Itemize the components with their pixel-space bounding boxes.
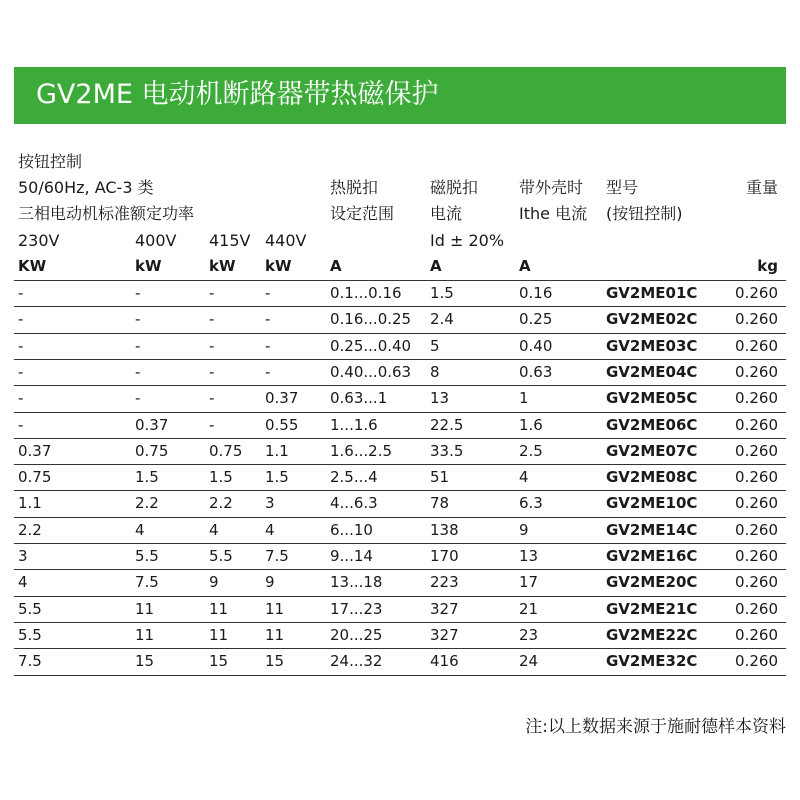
header-voltage-230: 230V: [18, 231, 60, 250]
table-cell-weight: 0.260: [735, 573, 778, 592]
table-cell-weight: 0.260: [735, 625, 778, 644]
table-cell-ith: 0.63: [519, 362, 553, 381]
table-cell-ith: 21: [519, 599, 539, 618]
table-cell-p230: 0.37: [18, 441, 52, 460]
table-cell-p440: 4: [265, 520, 275, 539]
header-model-2: (按钮控制): [606, 204, 683, 223]
unit-440: kW: [265, 257, 292, 275]
table-cell-p230: 4: [18, 573, 28, 592]
row-separator: [14, 464, 786, 465]
table-cell-thermal: 1...1.6: [330, 415, 378, 434]
table-cell-thermal: 0.1...0.16: [330, 284, 402, 302]
table-cell-ith: 1: [519, 389, 529, 408]
row-separator: [14, 333, 786, 334]
table-cell-p230: 5.5: [18, 599, 42, 618]
table-cell-p230: -: [18, 284, 24, 302]
table-cell-p415: 0.75: [209, 441, 243, 460]
table-cell-ith: 13: [519, 547, 539, 565]
table-cell-ith: 9: [519, 520, 529, 539]
table-cell-weight: 0.260: [735, 284, 778, 302]
table-cell-model: GV2ME10C: [606, 494, 698, 513]
table-cell-thermal: 9...14: [330, 547, 373, 565]
table-cell-p400: 2.2: [135, 494, 159, 513]
table-cell-mag: 223: [430, 573, 459, 592]
table-cell-mag: 170: [430, 547, 459, 565]
row-separator: [14, 622, 786, 623]
table-cell-weight: 0.260: [735, 468, 778, 487]
table-cell-weight: 0.260: [735, 520, 778, 539]
table-cell-mag: 5: [430, 336, 440, 355]
table-cell-p415: -: [209, 415, 215, 434]
row-separator: [14, 675, 786, 676]
table-cell-ith: 0.25: [519, 310, 553, 329]
row-separator: [14, 438, 786, 439]
table-cell-p230: 0.75: [18, 468, 52, 487]
table-cell-p230: 3: [18, 547, 28, 565]
table-cell-mag: 327: [430, 599, 459, 618]
table-cell-ith: 0.40: [519, 336, 553, 355]
table-cell-p440: 1.5: [265, 468, 289, 487]
table-cell-ith: 24: [519, 652, 539, 671]
header-magnetic-3: Id ± 20%: [430, 231, 505, 250]
table-cell-p415: -: [209, 310, 215, 329]
table-cell-p230: -: [18, 310, 24, 329]
header-voltage-400: 400V: [135, 231, 177, 250]
table-cell-p440: 15: [265, 652, 285, 671]
table-cell-mag: 2.4: [430, 310, 454, 329]
table-cell-p415: -: [209, 362, 215, 381]
table-cell-p415: 9: [209, 573, 219, 592]
table-cell-p415: -: [209, 336, 215, 355]
table-cell-mag: 8: [430, 362, 440, 381]
table-cell-thermal: 0.63...1: [330, 389, 388, 408]
header-model-1: 型号: [606, 178, 639, 197]
table-cell-p400: -: [135, 336, 141, 355]
table-cell-thermal: 4...6.3: [330, 494, 378, 513]
unit-400: kW: [135, 257, 162, 275]
table-cell-p400: 7.5: [135, 573, 159, 592]
header-frequency: 50/60Hz, AC-3 类: [18, 178, 154, 197]
header-ithe-2: Ithe 电流: [519, 204, 588, 223]
header-thermal-1: 热脱扣: [330, 178, 379, 197]
table-cell-thermal: 24...32: [330, 652, 383, 671]
table-cell-thermal: 20...25: [330, 625, 383, 644]
row-separator: [14, 596, 786, 597]
table-cell-ith: 1.6: [519, 415, 543, 434]
table-cell-model: GV2ME05C: [606, 389, 698, 408]
header-power: 三相电动机标准额定功率: [18, 204, 195, 223]
table-cell-mag: 138: [430, 520, 459, 539]
table-cell-model: GV2ME20C: [606, 573, 698, 592]
table-cell-p400: -: [135, 362, 141, 381]
table-cell-p415: 15: [209, 652, 229, 671]
unit-weight: kg: [757, 257, 778, 275]
table-cell-ith: 2.5: [519, 441, 543, 460]
row-separator: [14, 517, 786, 518]
table-cell-weight: 0.260: [735, 547, 778, 565]
table-cell-p400: 11: [135, 599, 155, 618]
table-cell-p230: -: [18, 389, 24, 408]
table-cell-p400: -: [135, 310, 141, 329]
title-banner: [14, 67, 786, 124]
header-voltage-440: 440V: [265, 231, 307, 250]
footnote: 注:以上数据来源于施耐德样本资料: [525, 717, 786, 737]
table-cell-p400: 15: [135, 652, 155, 671]
table-cell-p230: -: [18, 415, 24, 434]
table-cell-p230: 1.1: [18, 494, 42, 513]
table-cell-weight: 0.260: [735, 441, 778, 460]
table-cell-mag: 1.5: [430, 284, 454, 302]
table-cell-model: GV2ME03C: [606, 336, 698, 355]
row-separator: [14, 306, 786, 307]
table-cell-p415: -: [209, 389, 215, 408]
row-separator: [14, 569, 786, 570]
table-cell-ith: 4: [519, 468, 529, 487]
table-cell-thermal: 0.25...0.40: [330, 336, 412, 355]
table-cell-thermal: 0.16...0.25: [330, 310, 412, 329]
table-cell-p415: 2.2: [209, 494, 233, 513]
row-separator: [14, 543, 786, 544]
table-cell-weight: 0.260: [735, 494, 778, 513]
table-cell-model: GV2ME02C: [606, 310, 698, 329]
table-cell-ith: 23: [519, 625, 539, 644]
header-thermal-2: 设定范围: [330, 204, 395, 223]
row-separator: [14, 412, 786, 413]
table-cell-model: GV2ME22C: [606, 625, 698, 644]
table-cell-weight: 0.260: [735, 652, 778, 671]
table-cell-p440: -: [265, 362, 271, 381]
table-cell-p400: 5.5: [135, 547, 159, 565]
table-cell-mag: 22.5: [430, 415, 464, 434]
table-cell-p400: 0.75: [135, 441, 169, 460]
table-cell-thermal: 13...18: [330, 573, 383, 592]
table-cell-thermal: 6...10: [330, 520, 373, 539]
table-cell-p440: 0.55: [265, 415, 299, 434]
table-cell-p230: -: [18, 336, 24, 355]
table-cell-weight: 0.260: [735, 310, 778, 329]
table-cell-ith: 0.16: [519, 284, 553, 302]
table-cell-thermal: 0.40...0.63: [330, 362, 412, 381]
table-cell-p440: 3: [265, 494, 275, 513]
table-cell-model: GV2ME32C: [606, 652, 698, 671]
table-cell-p400: 1.5: [135, 468, 159, 487]
table-cell-p400: 11: [135, 625, 155, 644]
table-cell-model: GV2ME04C: [606, 362, 698, 381]
table-cell-weight: 0.260: [735, 389, 778, 408]
table-cell-model: GV2ME08C: [606, 468, 698, 487]
table-cell-p440: 11: [265, 625, 285, 644]
table-cell-p440: -: [265, 336, 271, 355]
header-weight: 重量: [745, 178, 778, 197]
row-separator: [14, 648, 786, 649]
table-cell-p230: 7.5: [18, 652, 42, 671]
table-cell-mag: 33.5: [430, 441, 464, 460]
table-cell-p440: -: [265, 310, 271, 329]
table-cell-ith: 6.3: [519, 494, 543, 513]
header-control: 按钮控制: [18, 152, 83, 171]
table-cell-p415: 4: [209, 520, 219, 539]
table-cell-model: GV2ME07C: [606, 441, 698, 460]
table-cell-p440: 0.37: [265, 389, 299, 408]
unit-415: kW: [209, 257, 236, 275]
header-voltage-415: 415V: [209, 231, 251, 250]
table-cell-p440: -: [265, 284, 271, 302]
table-cell-weight: 0.260: [735, 415, 778, 434]
table-cell-weight: 0.260: [735, 336, 778, 355]
table-cell-thermal: 17...23: [330, 599, 383, 618]
table-cell-p230: 2.2: [18, 520, 42, 539]
table-cell-model: GV2ME14C: [606, 520, 698, 539]
table-cell-thermal: 1.6...2.5: [330, 441, 393, 460]
table-cell-p440: 9: [265, 573, 275, 592]
header-magnetic-1: 磁脱扣: [430, 178, 479, 197]
table-cell-mag: 416: [430, 652, 459, 671]
page-title: GV2ME 电动机断路器带热磁保护: [36, 79, 439, 110]
table-cell-p400: 4: [135, 520, 145, 539]
row-separator: [14, 490, 786, 491]
table-cell-p415: 5.5: [209, 547, 233, 565]
table-cell-p415: 1.5: [209, 468, 233, 487]
table-cell-p230: 5.5: [18, 625, 42, 644]
row-separator: [14, 359, 786, 360]
table-cell-mag: 13: [430, 389, 450, 408]
row-separator: [14, 385, 786, 386]
unit-ithe: A: [519, 257, 531, 275]
table-cell-weight: 0.260: [735, 362, 778, 381]
table-cell-p400: -: [135, 284, 141, 302]
header-magnetic-2: 电流: [430, 204, 463, 223]
table-cell-p440: 11: [265, 599, 285, 618]
table-cell-ith: 17: [519, 573, 539, 592]
table-cell-thermal: 2.5...4: [330, 468, 378, 487]
table-cell-p440: 1.1: [265, 441, 289, 460]
table-cell-p400: 0.37: [135, 415, 169, 434]
table-cell-p415: 11: [209, 625, 229, 644]
table-cell-model: GV2ME06C: [606, 415, 698, 434]
table-cell-mag: 327: [430, 625, 459, 644]
table-cell-weight: 0.260: [735, 599, 778, 618]
row-separator: [14, 280, 786, 281]
table-cell-model: GV2ME16C: [606, 547, 698, 565]
table-cell-p440: 7.5: [265, 547, 289, 565]
header-ithe-1: 带外壳时: [519, 178, 584, 197]
unit-230: KW: [18, 257, 47, 275]
table-cell-mag: 78: [430, 494, 450, 513]
table-cell-p230: -: [18, 362, 24, 381]
table-cell-mag: 51: [430, 468, 450, 487]
table-cell-p400: -: [135, 389, 141, 408]
table-cell-p415: -: [209, 284, 215, 302]
table-cell-p415: 11: [209, 599, 229, 618]
unit-magnetic: A: [430, 257, 442, 275]
table-cell-model: GV2ME21C: [606, 599, 698, 618]
table-cell-model: GV2ME01C: [606, 284, 698, 302]
unit-thermal: A: [330, 257, 342, 275]
